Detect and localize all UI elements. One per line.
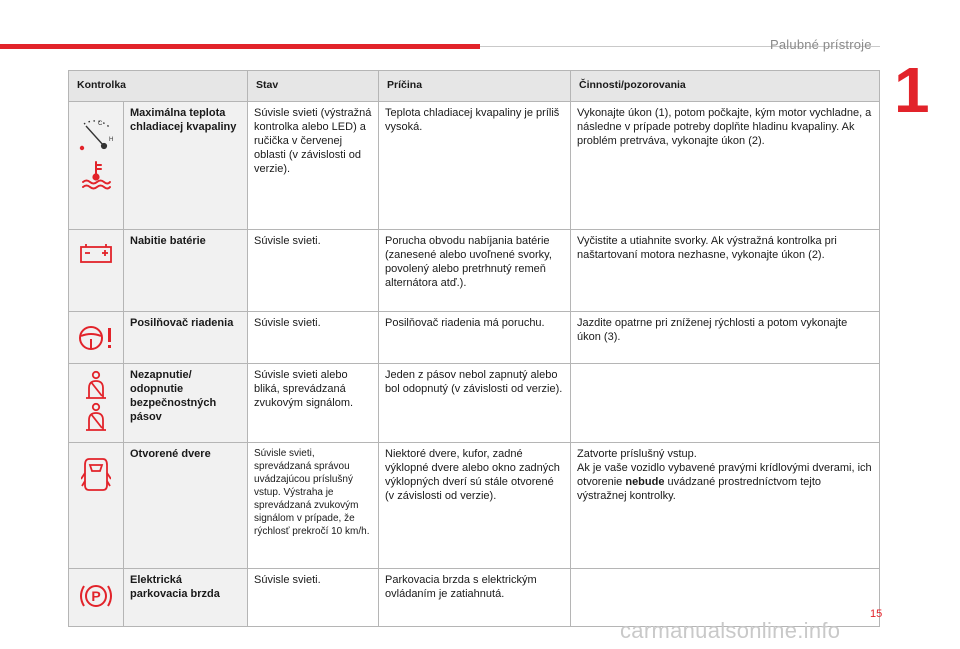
row-cause: Niektoré dvere, kufor, zadné výklopné dvere alebo okno zadných výklopných dverí sú stále otvorené (v závislosti od verzie).: [379, 443, 571, 569]
row-name: Nabitie batérie: [124, 230, 248, 312]
svg-text:C: C: [98, 121, 103, 127]
row-name: Maximálna teplota chladiacej kvapaliny: [124, 102, 248, 230]
power-steering-warning-icon: [76, 324, 116, 352]
row-name: Elektrická parkovacia brzda: [124, 569, 248, 627]
row-action: Jazdite opatrne pri zníženej rýchlosti a potom vykonajte úkon (3).: [571, 312, 880, 364]
electric-parking-brake-icon: [79, 581, 113, 611]
row-action: [571, 443, 880, 569]
column-header-pricina: Príčina: [379, 71, 571, 102]
row-action: [571, 364, 880, 443]
table-row: [69, 102, 880, 230]
row-cause: Posilňovač riadenia má poruchu.: [379, 312, 571, 364]
door-open-icon: [81, 455, 111, 493]
icon-cell: [69, 102, 124, 230]
row-action: Vyčistite a utiahnite svorky. Ak výstražná kontrolka pri naštartovaní motora nezhasne, vykonajte úkon (2).: [571, 230, 880, 312]
warning-lights-table: [68, 70, 883, 627]
action-line-1: Zatvorte príslušný vstup.: [577, 448, 697, 460]
row-action: Vykonajte úkon (1), potom počkajte, kým motor vychladne, a následne v prípade potreby doplňte hladinu kvapaliny. Ak problém pretrváva, vykonajte úkon (2).: [571, 102, 880, 230]
page-number: 15: [870, 608, 883, 620]
coolant-temperature-gauge-icon: [76, 114, 116, 154]
row-state: Súvisle svieti (výstražná kontrolka alebo LED) a ručička v červenej oblasti (v závislosti od verzie).: [248, 102, 379, 230]
seatbelt-unfastened-front-icon: [83, 370, 109, 400]
svg-text:P: P: [91, 588, 101, 604]
svg-text:H: H: [109, 137, 114, 143]
row-state: Súvisle svieti alebo bliká, sprevádzaná zvukovým signálom.: [248, 364, 379, 443]
row-cause: Parkovacia brzda s elektrickým ovládaním je zatiahnutá.: [379, 569, 571, 627]
icon-cell: [69, 312, 124, 364]
column-header-stav: Stav: [248, 71, 379, 102]
table-row: [69, 364, 880, 443]
action-bold-word: nebude: [625, 476, 665, 489]
row-state: Súvisle svieti, sprevádzaná správou uvádzajúcou príslušný vstup. Výstraha je sprevádzaná zvukovým signálom v prípade, že rýchlosť prekročí 10 km/h.: [248, 443, 379, 569]
action-line-2-post: uvádzané prostredníctvom tejto výstražnej kontrolky.: [577, 476, 822, 503]
action-line-2-pre: Ak je vaše vozidlo vybavené pravými krídlovými dverami, ich otvorenie: [577, 462, 872, 489]
row-cause: Porucha obvodu nabíjania batérie (zanesené alebo uvoľnené svorky, povolený alebo pretrhnutý remeň alternátora atď.).: [379, 230, 571, 312]
row-state: Súvisle svieti.: [248, 569, 379, 627]
row-state: Súvisle svieti.: [248, 230, 379, 312]
coolant-temperature-warning-icon: [80, 160, 112, 190]
table-row: [69, 312, 880, 364]
table-row: [69, 443, 880, 569]
icon-cell: [69, 230, 124, 312]
watermark: carmanualsonline.info: [620, 618, 841, 643]
section-title: Palubné prístroje: [770, 37, 872, 52]
row-name: Nezapnutie/ odopnutie bezpečnostných pásov: [124, 364, 248, 443]
table-header-row: [69, 71, 880, 102]
row-cause: Teplota chladiacej kvapaliny je príliš vysoká.: [379, 102, 571, 230]
battery-icon: [79, 242, 113, 264]
seatbelt-unfastened-rear-icon: [83, 402, 109, 432]
icon-cell: [69, 443, 124, 569]
chapter-number: 1: [894, 54, 930, 126]
row-name: Posilňovač riadenia: [124, 312, 248, 364]
column-header-cinnosti: Činnosti/pozorovania: [571, 71, 880, 102]
row-cause: Jeden z pásov nebol zapnutý alebo bol odopnutý (v závislosti od verzie).: [379, 364, 571, 443]
table-row: [69, 230, 880, 312]
icon-cell: [69, 569, 124, 627]
row-name: Otvorené dvere: [124, 443, 248, 569]
header-accent-bar: [0, 44, 480, 49]
icon-cell: [69, 364, 124, 443]
row-state: Súvisle svieti.: [248, 312, 379, 364]
column-header-kontrolka: Kontrolka: [69, 71, 248, 102]
